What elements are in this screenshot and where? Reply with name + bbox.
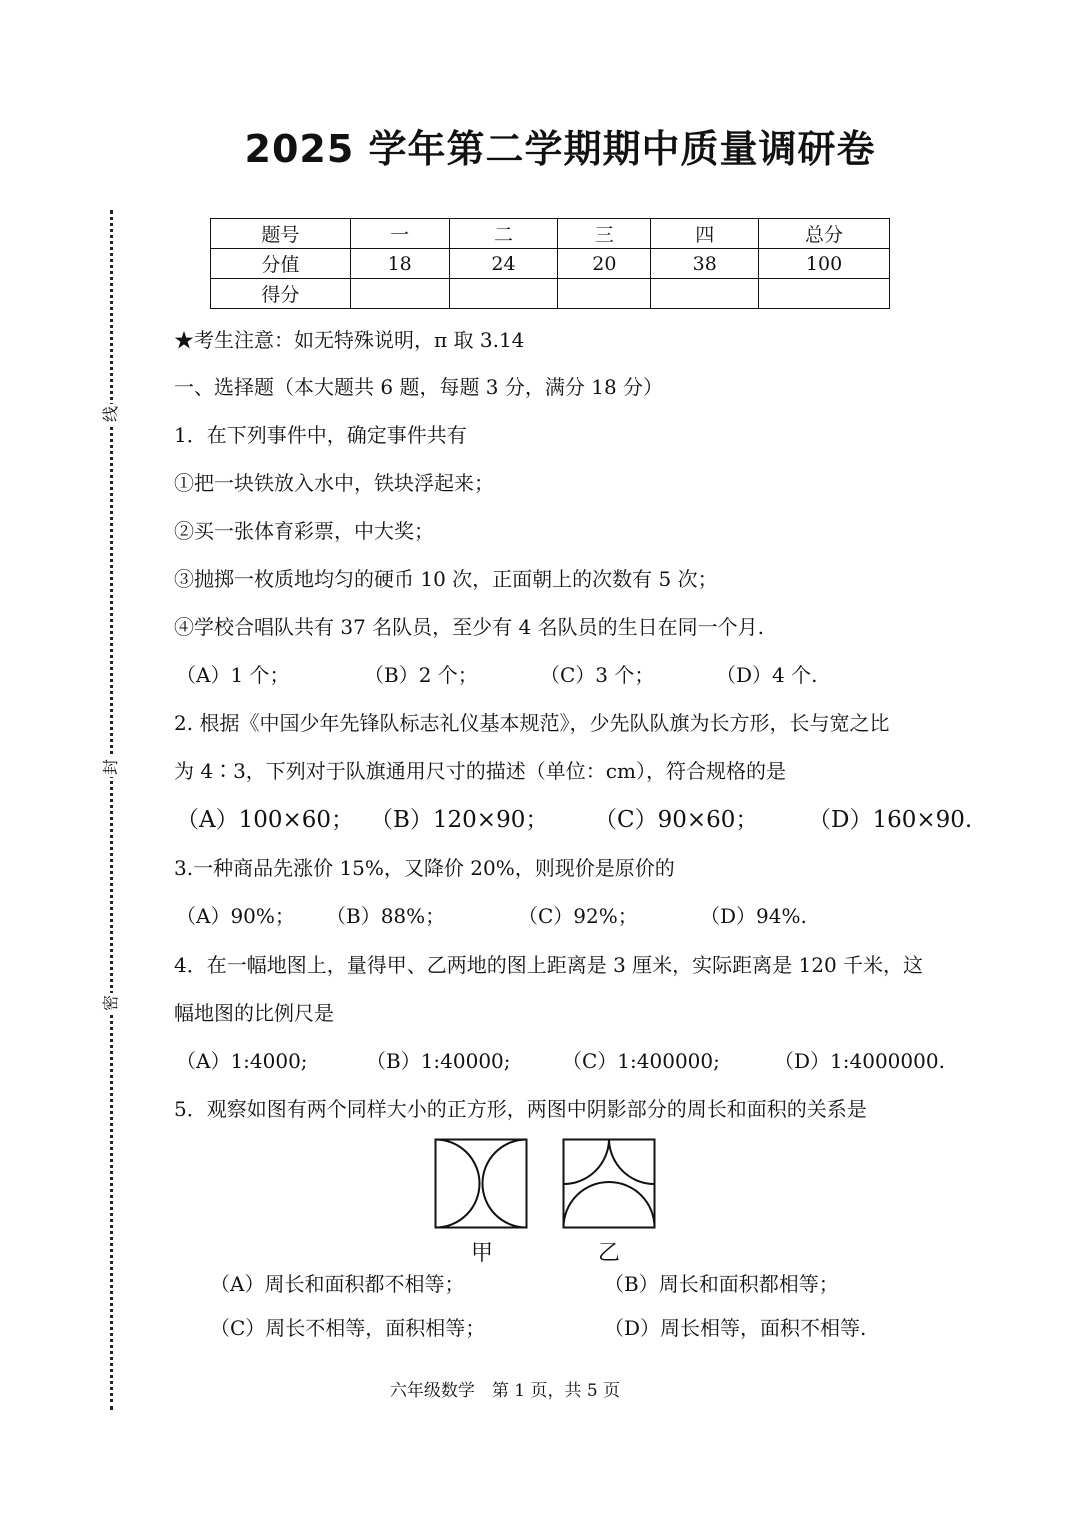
score-table-row: [211, 279, 890, 309]
question-5-option-b[interactable]: （B）周长和面积都相等；: [604, 1272, 839, 1296]
question-1-option-b[interactable]: （B）2 个；: [364, 663, 478, 687]
score-table-header-row: [211, 219, 890, 249]
question-2-stem-line-2: 为 4∶3，下列对于队旗通用尺寸的描述（单位：cm），符合规格的是: [174, 759, 786, 783]
page-title: 2025 学年第二学期期中质量调研卷: [244, 127, 876, 171]
question-4-option-d[interactable]: （D）1:4000000.: [774, 1049, 945, 1073]
question-1-item: ②买一张体育彩票，中大奖；: [174, 519, 434, 543]
question-1-item: ①把一块铁放入水中，铁块浮起来；: [174, 471, 494, 495]
question-1-item: ④学校合唱队共有 37 名队员，至少有 4 名队员的生日在同一个月.: [174, 615, 764, 639]
question-5-stem: 5．观察如图有两个同样大小的正方形，两图中阴影部分的周长和面积的关系是: [174, 1097, 867, 1121]
question-3-option-d[interactable]: （D）94%.: [700, 904, 807, 928]
score-header-cell: 总分: [759, 219, 890, 249]
score-table: [210, 218, 890, 309]
figure-label-yi: 乙: [598, 1241, 621, 1266]
score-table-row: [211, 249, 890, 279]
question-3-option-c[interactable]: （C）92%；: [518, 904, 638, 928]
question-4-option-a[interactable]: （A）1:4000;: [176, 1049, 308, 1073]
page-footer: 六年级数学 第 1 页，共 5 页: [389, 1381, 621, 1401]
score-entry-cell[interactable]: [759, 279, 890, 309]
score-header-cell: 题号: [211, 219, 351, 249]
section-heading: 一、选择题（本大题共 6 题，每题 3 分，满分 18 分）: [174, 375, 664, 399]
score-header-cell: 二: [449, 219, 558, 249]
score-entry-cell[interactable]: [449, 279, 558, 309]
question-2-option-b[interactable]: （B）120×90；: [370, 807, 549, 833]
score-cell: 分值: [211, 249, 351, 279]
score-entry-cell[interactable]: [558, 279, 651, 309]
binding-char-mi: 密: [101, 995, 120, 1012]
question-4-option-c[interactable]: （C）1:400000;: [562, 1049, 720, 1073]
score-cell: 38: [651, 249, 759, 279]
question-3-stem: 3.一种商品先涨价 15%，又降价 20%，则现价是原价的: [174, 856, 675, 880]
question-1-option-c[interactable]: （C）3 个；: [540, 663, 655, 687]
binding-dotted-line: [110, 210, 113, 1410]
score-entry-cell[interactable]: [651, 279, 759, 309]
question-3-option-b[interactable]: （B）88%；: [326, 904, 446, 928]
question-1-stem: 1．在下列事件中，确定事件共有: [174, 423, 467, 447]
score-header-cell: 三: [558, 219, 651, 249]
binding-char-feng: 封: [101, 759, 120, 776]
score-cell: 24: [449, 249, 558, 279]
question-4-stem-line-1: 4．在一幅地图上，量得甲、乙两地的图上距离是 3 厘米，实际距离是 120 千米，这: [174, 953, 924, 977]
figure-jia: [434, 1138, 528, 1229]
question-2-option-a[interactable]: （A）100×60；: [176, 807, 355, 833]
question-1-item: ③抛掷一枚质地均匀的硬币 10 次，正面朝上的次数有 5 次；: [174, 567, 718, 591]
score-header-cell: 四: [651, 219, 759, 249]
question-5-option-a[interactable]: （A）周长和面积都不相等；: [210, 1272, 465, 1296]
question-5-option-d[interactable]: （D）周长相等，面积不相等.: [604, 1316, 867, 1340]
score-cell: 100: [759, 249, 890, 279]
question-3-option-a[interactable]: （A）90%；: [176, 904, 295, 928]
figure-yi: [562, 1138, 656, 1229]
score-entry-cell[interactable]: [350, 279, 449, 309]
question-4-stem-line-2: 幅地图的比例尺是: [174, 1001, 334, 1025]
question-2-option-d[interactable]: （D）160×90.: [808, 807, 973, 833]
binding-char-xian: 线: [101, 406, 120, 423]
figure-label-jia: 甲: [471, 1241, 494, 1266]
question-2-option-c[interactable]: （C）90×60；: [594, 807, 759, 833]
score-cell: 18: [350, 249, 449, 279]
score-header-cell: 一: [350, 219, 449, 249]
question-4-option-b[interactable]: （B）1:40000;: [366, 1049, 511, 1073]
score-cell: 20: [558, 249, 651, 279]
candidate-notice: ★考生注意：如无特殊说明，π 取 3.14: [174, 328, 525, 352]
question-1-option-d[interactable]: （D）4 个.: [716, 663, 818, 687]
score-cell: 得分: [211, 279, 351, 309]
question-5-option-c[interactable]: （C）周长不相等，面积相等；: [210, 1316, 486, 1340]
question-2-stem-line-1: 2. 根据《中国少年先锋队标志礼仪基本规范》，少先队队旗为长方形，长与宽之比: [174, 711, 890, 735]
question-1-option-a[interactable]: （A）1 个；: [176, 663, 290, 687]
